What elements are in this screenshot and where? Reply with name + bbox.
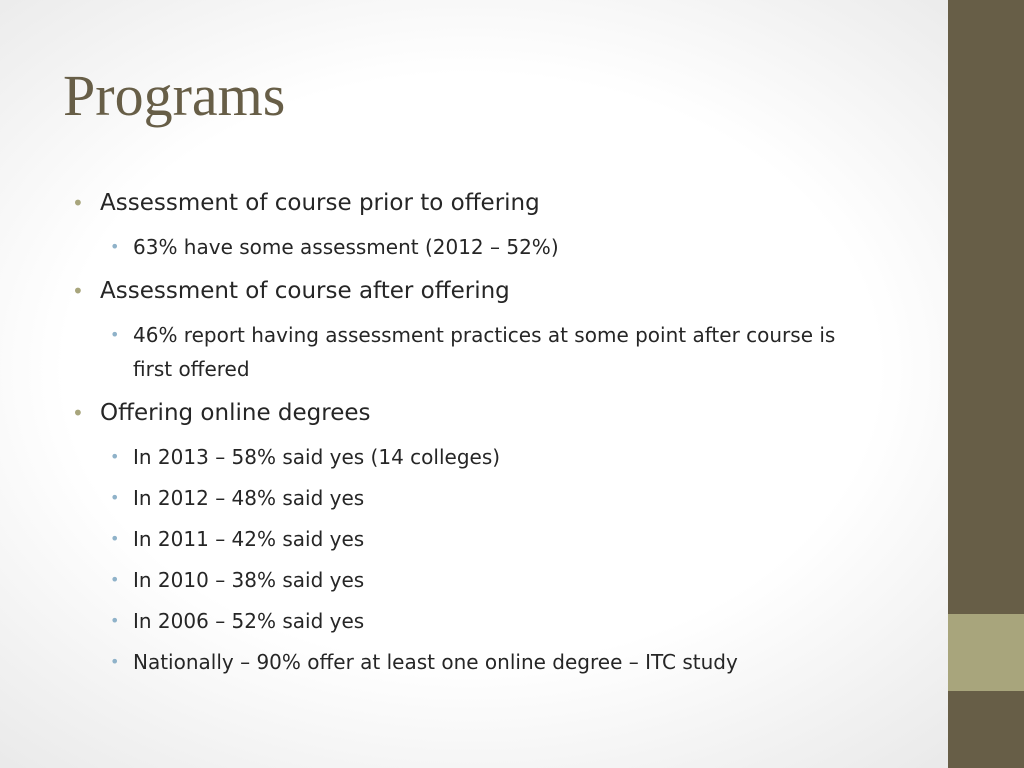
bullet-text: 63% have some assessment (2012 – 52%): [133, 235, 559, 259]
bullet-item-level2: [72, 604, 872, 638]
bullet-text: Nationally – 90% offer at least one online degree – ITC study: [133, 650, 738, 674]
bullet-icon: •: [110, 488, 120, 507]
bullet-item-level1: [72, 271, 872, 311]
bullet-item-level2: [72, 563, 872, 597]
bullet-list: [72, 183, 872, 686]
slide-title: Programs: [63, 63, 286, 128]
bullet-text: Assessment of course after offering: [100, 278, 510, 304]
bullet-text: Assessment of course prior to offering: [100, 190, 540, 216]
bullet-icon: •: [72, 191, 84, 215]
bullet-icon: •: [72, 401, 84, 425]
bullet-icon: •: [110, 447, 120, 466]
bullet-item-level1: [72, 393, 872, 433]
bullet-item-level2: [72, 522, 872, 556]
bullet-icon: •: [110, 237, 120, 256]
bullet-icon: •: [110, 652, 120, 671]
bullet-text: Offering online degrees: [100, 400, 371, 426]
bullet-item-level2: [72, 230, 872, 264]
bullet-icon: •: [110, 325, 120, 344]
bullet-text: In 2012 – 48% said yes: [133, 486, 365, 510]
bullet-item-level2: [72, 481, 872, 515]
bullet-text: In 2013 – 58% said yes (14 colleges): [133, 445, 501, 469]
bullet-text: In 2011 – 42% said yes: [133, 527, 365, 551]
bullet-item-level2: [72, 645, 872, 679]
bullet-text: In 2006 – 52% said yes: [133, 609, 365, 633]
bullet-icon: •: [110, 611, 120, 630]
sidebar-accent-block: [948, 614, 1024, 691]
bullet-icon: •: [72, 279, 84, 303]
bullet-item-level2: [72, 318, 872, 386]
bullet-item-level2: [72, 440, 872, 474]
bullet-icon: •: [110, 570, 120, 589]
bullet-text: In 2010 – 38% said yes: [133, 568, 365, 592]
bullet-icon: •: [110, 529, 120, 548]
bullet-text: 46% report having assessment practices at some point after course is first offered: [133, 323, 836, 381]
bullet-item-level1: [72, 183, 872, 223]
